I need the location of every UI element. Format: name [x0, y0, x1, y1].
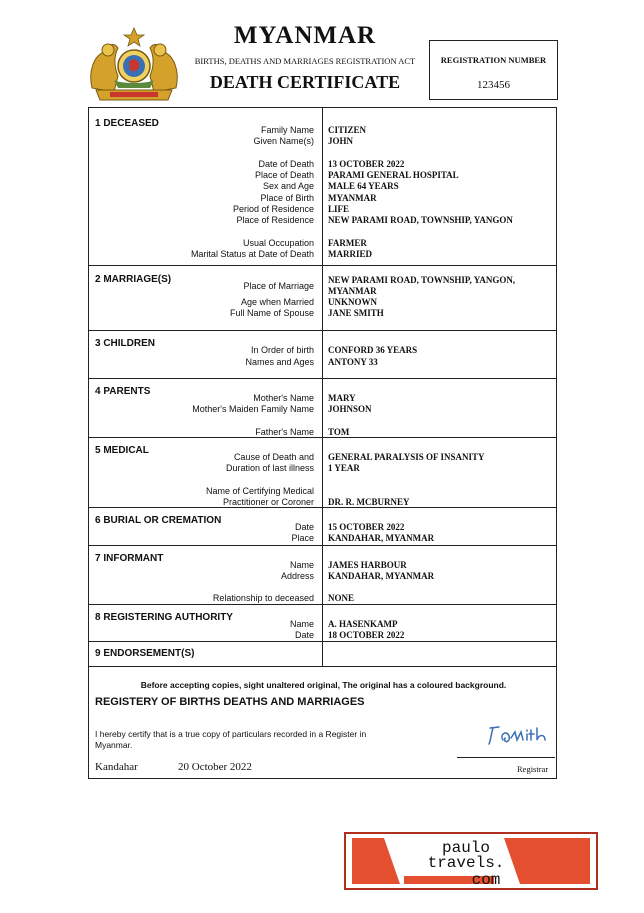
field-value: KANDAHAR, MYANMAR — [328, 533, 435, 543]
field-label: Mother's Name — [253, 393, 314, 403]
section-title: 3 CHILDREN — [95, 338, 156, 349]
field-label: Names and Ages — [245, 357, 314, 367]
registration-number-value: 123456 — [477, 79, 510, 91]
field-value: JAMES HARBOUR — [328, 560, 407, 570]
section-medical — [89, 437, 556, 508]
field-value: CONFORD 36 YEARS — [328, 345, 418, 355]
section-marriage — [89, 265, 556, 331]
field-value: MYANMAR — [328, 286, 377, 296]
field-label: Practitioner or Coroner — [222, 497, 314, 507]
issue-place: Kandahar — [95, 761, 138, 773]
field-value: MYANMAR — [328, 193, 377, 203]
field-value: CITIZEN — [328, 125, 367, 135]
field-label: Date — [294, 522, 314, 532]
field-label: Name of Certifying Medical — [205, 486, 314, 496]
field-value: A. HASENKAMP — [328, 619, 398, 629]
field-label: Marital Status at Date of Death — [190, 249, 314, 259]
certificate-table — [88, 107, 557, 779]
field-value: JOHN — [328, 136, 354, 146]
logo-line3: com — [471, 871, 501, 889]
coat-of-arms-emblem — [84, 26, 184, 104]
certification-statement: I hereby certify that is a true copy of particulars recorded in a Register in Myanmar. — [95, 729, 367, 750]
document-title: DEATH CERTIFICATE — [209, 72, 401, 92]
field-value: JANE SMITH — [328, 308, 384, 318]
logo-line1: paulo — [441, 839, 491, 857]
field-value: NONE — [328, 593, 355, 603]
section-burial — [89, 507, 556, 546]
field-label: Place of Birth — [260, 193, 314, 203]
section-deceased — [89, 108, 556, 265]
section-title: 6 BURIAL OR CREMATION — [95, 515, 222, 526]
field-label: Period of Residence — [232, 204, 314, 214]
field-value: 15 OCTOBER 2022 — [328, 522, 405, 532]
field-value: MARRIED — [328, 249, 372, 259]
field-label: Date of Death — [258, 159, 314, 169]
section-title: 4 PARENTS — [95, 386, 151, 397]
field-value: FARMER — [328, 238, 367, 248]
section-title: 2 MARRIAGE(S) — [95, 274, 172, 285]
section-registering-authority — [89, 604, 556, 642]
section-title: 1 DECEASED — [95, 118, 159, 129]
field-value: JOHNSON — [328, 404, 372, 414]
field-value: 18 OCTOBER 2022 — [328, 630, 405, 640]
paulo-travels-logo — [344, 832, 598, 890]
field-label: Place of Death — [254, 170, 314, 180]
registrar-signature — [487, 724, 553, 751]
field-label: Age when Married — [240, 297, 314, 307]
signature-line — [457, 757, 555, 758]
field-label: Place of Marriage — [243, 281, 314, 291]
field-label: Cause of Death and — [233, 452, 314, 462]
field-value: KANDAHAR, MYANMAR — [328, 571, 435, 581]
field-label: Full Name of Spouse — [229, 308, 314, 318]
field-value: MARY — [328, 393, 356, 403]
field-label: Duration of last illness — [225, 463, 314, 473]
section-title: 5 MEDICAL — [95, 445, 149, 456]
section-title: 8 REGISTERING AUTHORITY — [95, 612, 233, 623]
registrar-label: Registrar — [517, 764, 549, 774]
field-value: 13 OCTOBER 2022 — [328, 159, 405, 169]
field-label: Place — [291, 533, 314, 543]
field-label: Usual Occupation — [242, 238, 314, 248]
section-title: 9 ENDORSEMENT(S) — [95, 648, 195, 659]
field-value: UNKNOWN — [328, 297, 377, 307]
field-value: MALE 64 YEARS — [328, 181, 399, 191]
field-value: LIFE — [328, 204, 350, 214]
field-label: Place of Residence — [236, 215, 314, 225]
field-label: Relationship to deceased — [212, 593, 314, 603]
field-label: Date — [294, 630, 314, 640]
section-informant — [89, 545, 556, 605]
field-value: ANTONY 33 — [328, 357, 378, 367]
field-label: Sex and Age — [262, 181, 314, 191]
section-parents — [89, 378, 556, 438]
field-label: In Order of birth — [250, 345, 314, 355]
authenticity-note: Before accepting copies, sight unaltered original, The original has a coloured background. — [140, 680, 507, 690]
section-children — [89, 330, 556, 379]
field-label: Name — [289, 560, 314, 570]
logo-line2: travels. — [427, 854, 505, 872]
field-value: DR. R. MCBURNEY — [328, 497, 410, 507]
registration-number-label: REGISTRATION NUMBER — [440, 55, 547, 65]
issue-date: 20 October 2022 — [178, 761, 252, 773]
field-label: Address — [280, 571, 314, 581]
country-title: MYANMAR — [233, 22, 377, 49]
field-label: Mother's Maiden Family Name — [192, 404, 314, 414]
section-title: 7 INFORMANT — [95, 553, 164, 564]
field-label: Family Name — [260, 125, 314, 135]
field-value: GENERAL PARALYSIS OF INSANITY — [328, 452, 485, 462]
section-endorsement — [89, 641, 556, 667]
field-value: TOM — [328, 427, 350, 437]
field-value: NEW PARAMI ROAD, TOWNSHIP, YANGON, — [328, 275, 516, 285]
field-label: Name — [289, 619, 314, 629]
field-value: NEW PARAMI ROAD, TOWNSHIP, YANGON — [328, 215, 513, 225]
registration-act: BIRTHS, DEATHS AND MARRIAGES REGISTRATION ACT — [194, 56, 416, 66]
registration-number-box — [429, 40, 558, 100]
field-value: 1 YEAR — [328, 463, 360, 473]
field-label: Father's Name — [255, 427, 314, 437]
field-value: PARAMI GENERAL HOSPITAL — [328, 170, 459, 180]
field-label: Given Name(s) — [253, 136, 314, 146]
registry-heading: REGISTERY OF BIRTHS DEATHS AND MARRIAGES — [95, 696, 365, 708]
